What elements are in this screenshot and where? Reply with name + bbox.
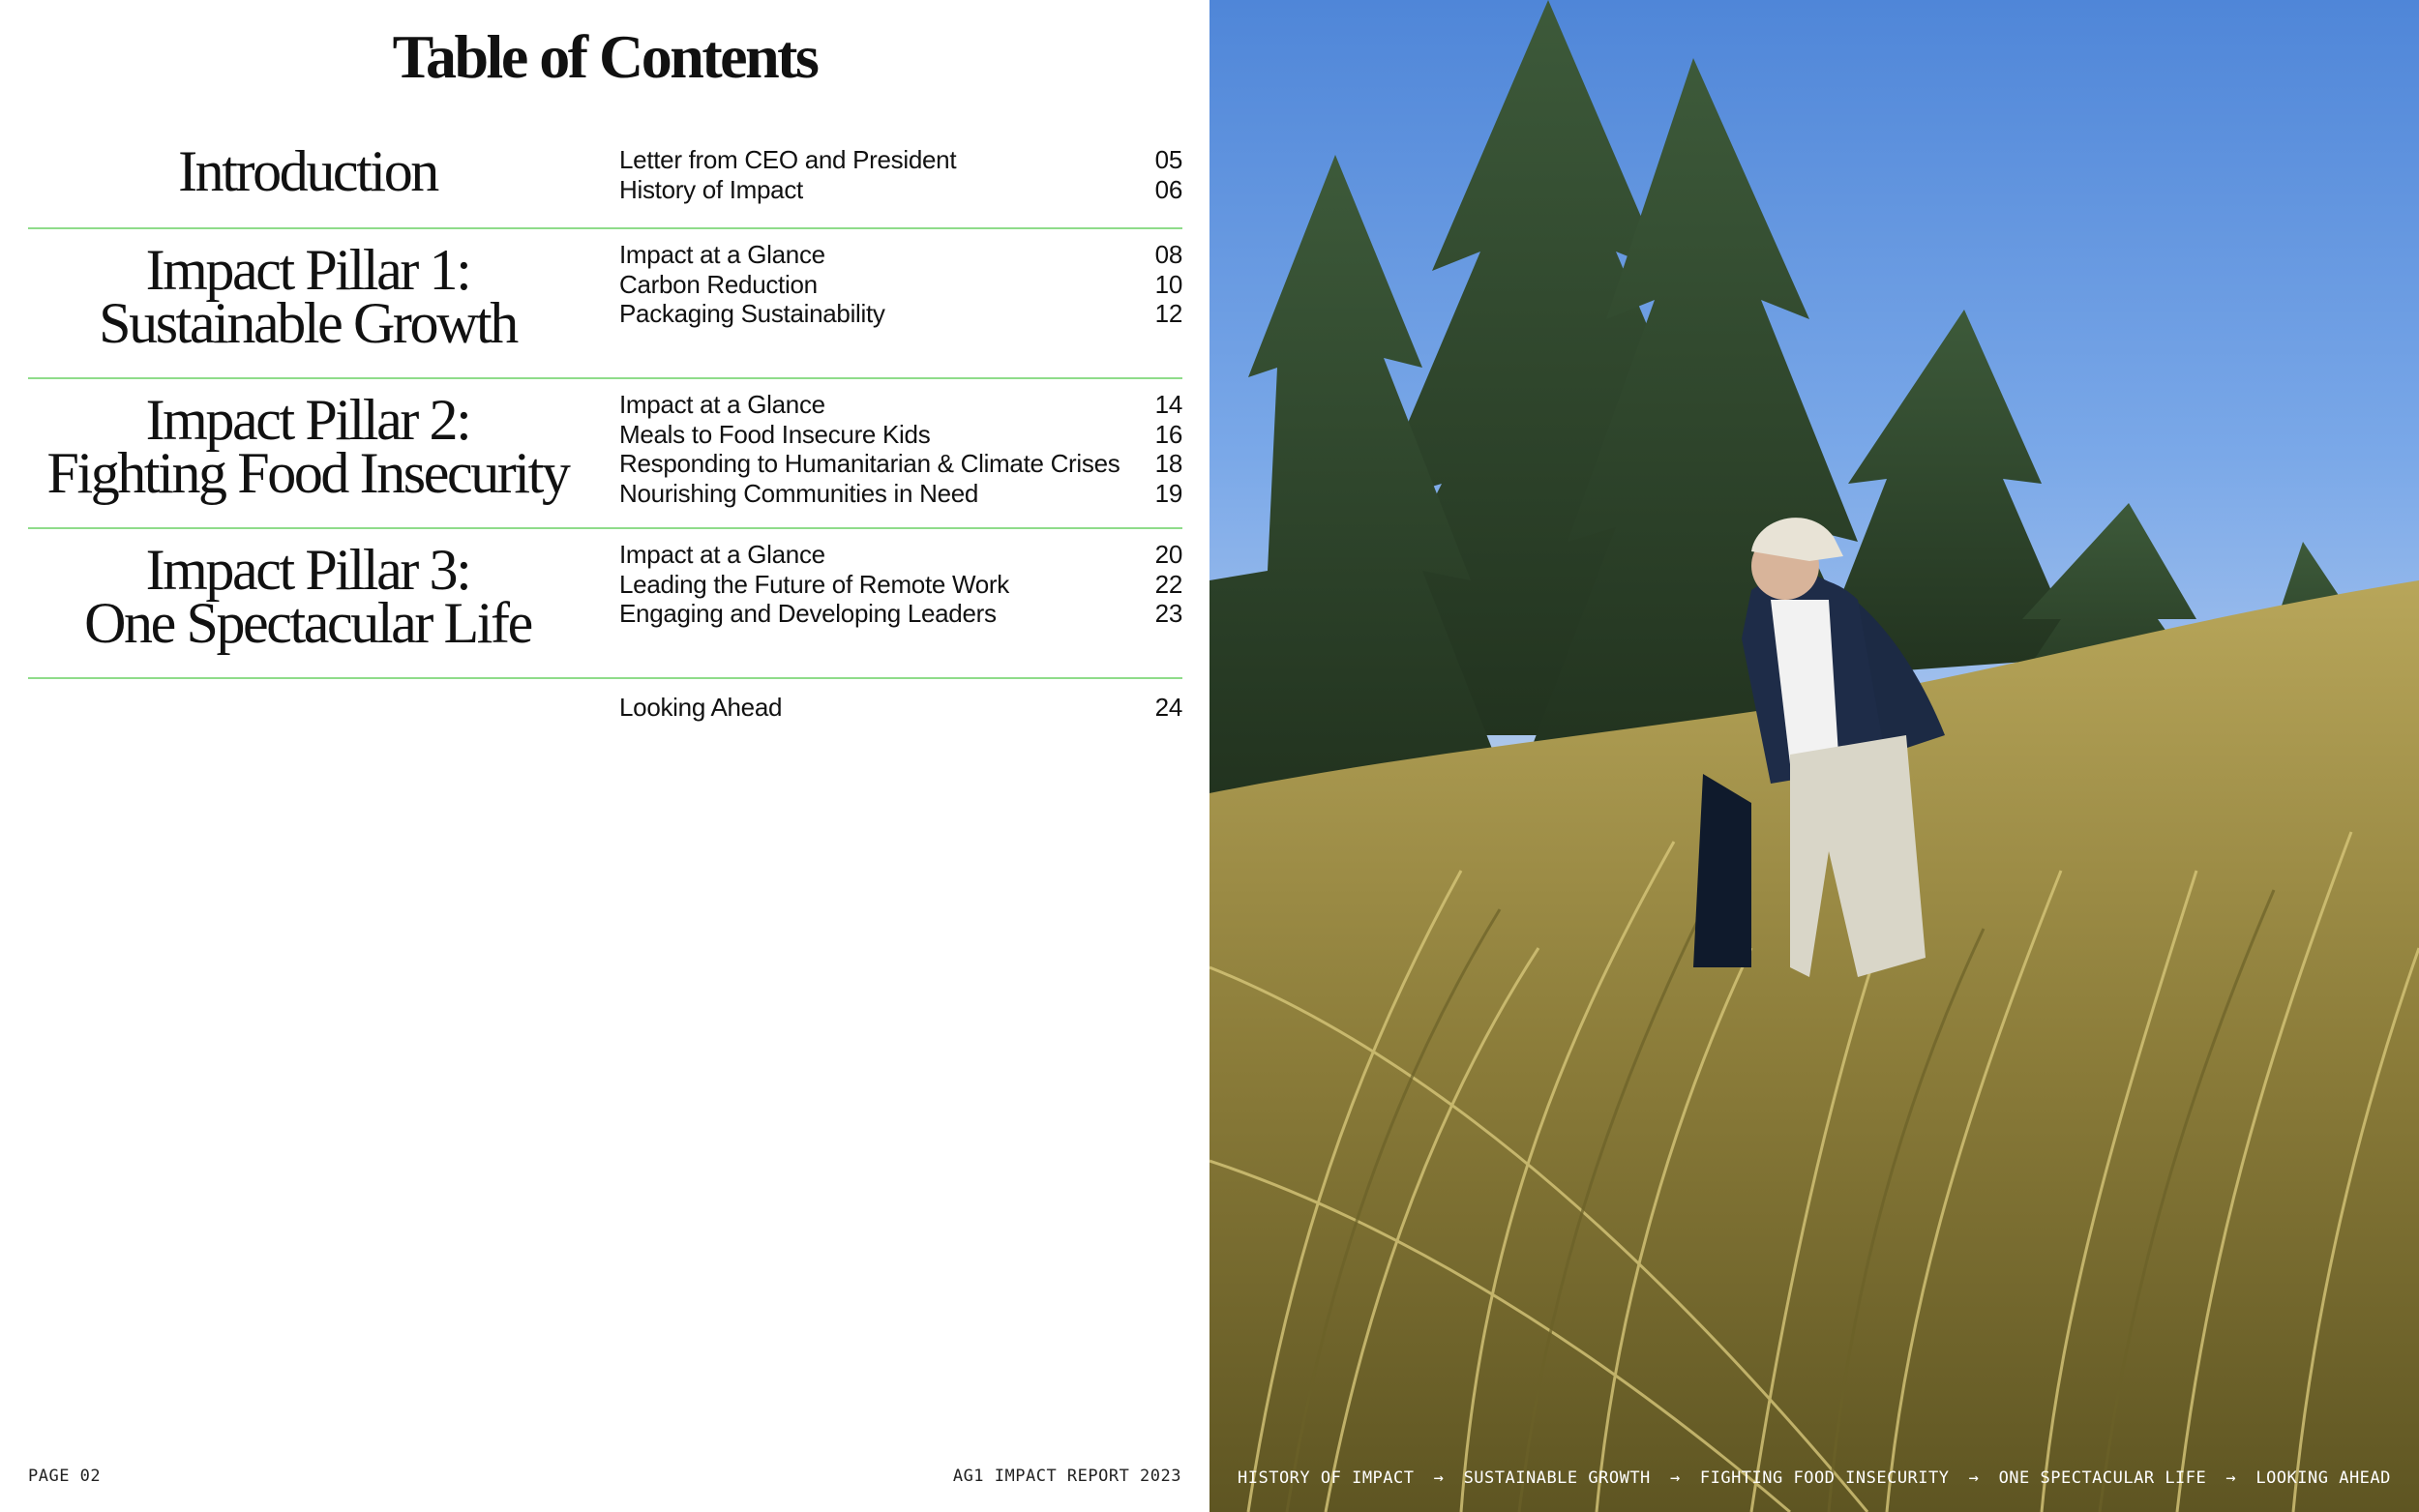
entry-page-number: 24 [1154,693,1182,722]
entry-list [619,240,1182,329]
toc-entry[interactable] [619,599,1182,629]
toc-entry[interactable] [619,540,1182,570]
report-label: AG1 IMPACT REPORT 2023 [952,1467,1181,1486]
entry-title: History of Impact [619,174,803,204]
breadcrumb-sustainable-growth[interactable]: SUSTAINABLE GROWTH [1463,1468,1651,1488]
toc-entry[interactable] [619,420,1182,450]
page-title: Table of Contents [392,22,818,91]
entry-title: Impact at a Glance [619,390,825,419]
section-heading-line: Impact Pillar 2: [145,388,470,452]
toc-entry[interactable] [619,175,1182,205]
entry-title: Meals to Food Insecure Kids [619,419,931,449]
entry-page-number: 06 [1154,174,1182,204]
entry-page-number: 10 [1154,269,1182,299]
section-heading [28,135,587,227]
toc-entry[interactable] [619,449,1182,479]
entry-page-number: 19 [1154,478,1182,508]
entry-title: Responding to Humanitarian & Climate Crises [619,449,1120,478]
toc-entry[interactable] [619,479,1182,509]
table-of-contents [28,135,1182,737]
section-heading-line: Introduction [178,139,437,203]
section-heading-line: Impact Pillar 3: [145,538,470,602]
entry-title: Packaging Sustainability [619,299,885,328]
toc-entry[interactable] [619,570,1182,600]
section-heading-line: One Spectacular Life [84,591,531,655]
cover-photo [1210,0,2419,1512]
breadcrumb-one-spectacular-life[interactable]: ONE SPECTACULAR LIFE [1998,1468,2207,1488]
arrow-right-icon: → [1968,1468,1980,1488]
toc-entry[interactable] [619,693,1182,723]
entry-list [619,390,1182,508]
section-heading-line: Fighting Food Insecurity [46,441,569,505]
entry-page-number: 16 [1154,419,1182,449]
entry-page-number: 20 [1154,540,1182,569]
entry-title: Nourishing Communities in Need [619,478,979,508]
arrow-right-icon: → [1433,1468,1445,1488]
arrow-right-icon: → [2225,1468,2237,1488]
breadcrumb-looking-ahead[interactable]: LOOKING AHEAD [2255,1468,2391,1488]
toc-entry[interactable] [619,390,1182,420]
entry-title: Carbon Reduction [619,269,818,299]
entry-page-number: 08 [1154,240,1182,269]
toc-section-introduction [28,135,1182,229]
arrow-right-icon: → [1669,1468,1681,1488]
toc-entry[interactable] [619,145,1182,175]
section-breadcrumb [1210,1444,2419,1512]
section-heading [28,529,587,677]
toc-entry[interactable] [619,299,1182,329]
entry-page-number: 12 [1154,299,1182,328]
toc-section-pillar-3 [28,529,1182,679]
entry-list [619,540,1182,629]
toc-entry[interactable] [619,270,1182,300]
entry-title: Impact at a Glance [619,540,825,569]
person-in-tall-grass-icon [1210,0,2419,1512]
section-heading-line: Sustainable Growth [99,291,517,355]
toc-section-pillar-1 [28,229,1182,379]
section-heading [28,679,587,737]
section-heading [28,229,587,377]
entry-page-number: 23 [1154,599,1182,628]
breadcrumb-history-of-impact[interactable]: HISTORY OF IMPACT [1238,1468,1415,1488]
entry-list [619,693,1182,723]
entry-page-number: 22 [1154,569,1182,599]
entry-page-number: 14 [1154,390,1182,419]
entry-title: Letter from CEO and President [619,145,957,174]
entry-title: Looking Ahead [619,693,783,722]
entry-title: Engaging and Developing Leaders [619,599,997,628]
entry-page-number: 18 [1154,449,1182,478]
entry-title: Leading the Future of Remote Work [619,569,1009,599]
toc-section-looking-ahead [28,679,1182,737]
entry-list [619,145,1182,204]
entry-page-number: 05 [1154,145,1182,174]
toc-section-pillar-2 [28,379,1182,529]
entry-title: Impact at a Glance [619,240,825,269]
section-heading [28,379,587,527]
section-heading-line: Impact Pillar 1: [145,238,470,302]
toc-entry[interactable] [619,240,1182,270]
breadcrumb-fighting-food-insecurity[interactable]: FIGHTING FOOD INSECURITY [1699,1468,1950,1488]
page-number-label: PAGE 02 [28,1467,102,1486]
